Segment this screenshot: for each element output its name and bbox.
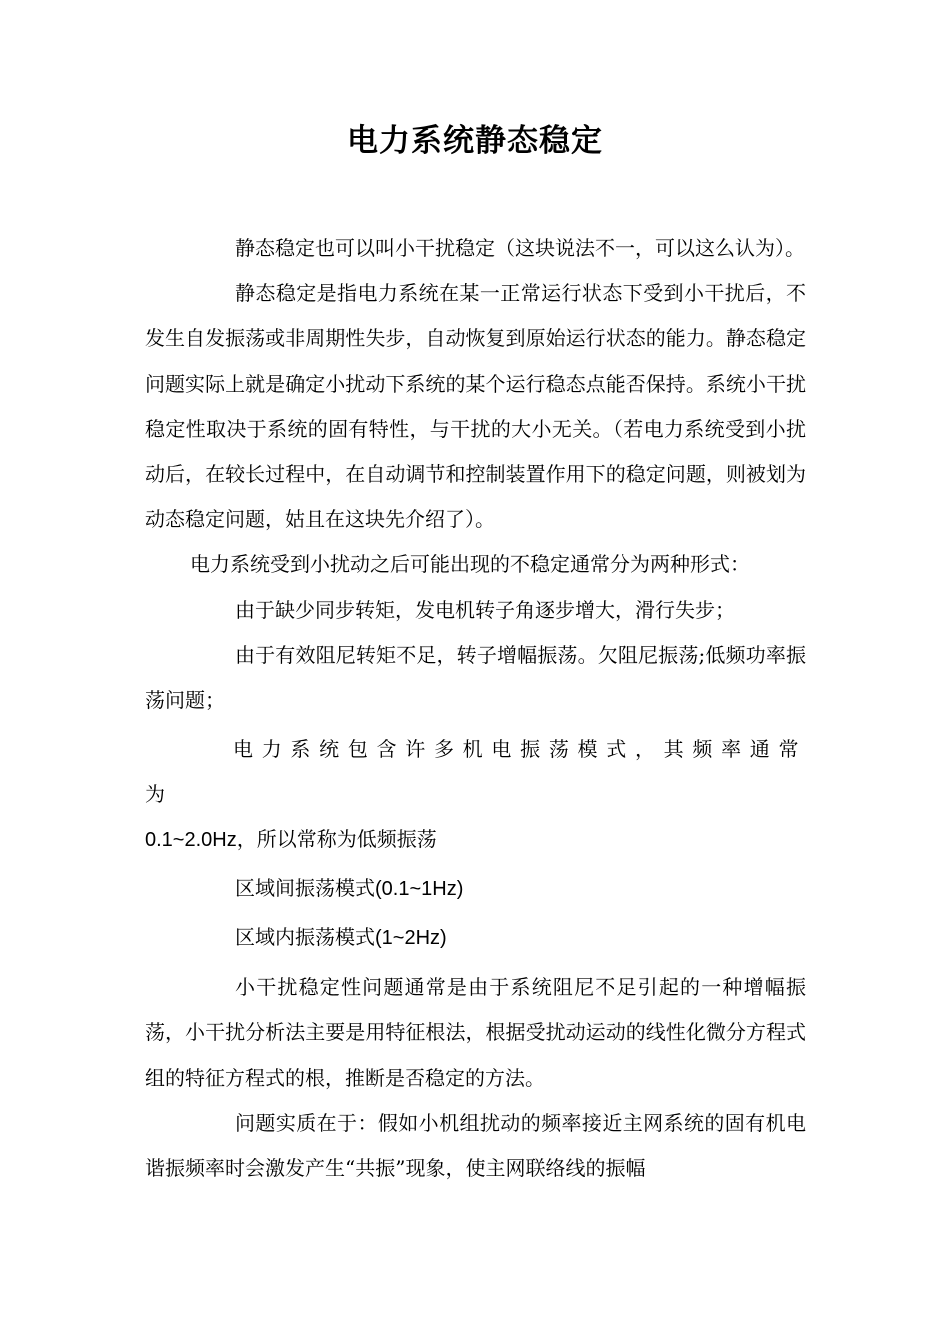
list-item-2: 由于有效阻尼转矩不足，转子增幅振荡。欠阻尼振荡;低频功率振荡问题；: [145, 642, 806, 713]
paragraph-5: 小干扰稳定性问题通常是由于系统阻尼不足引起的一种增幅振荡，小干扰分析法主要是用特征根法，根据受扰动运动的线性化微分方程式组的特征方程式的根，推断是否稳定的方法。: [145, 975, 806, 1090]
paragraph-3: 电力系统受到小扰动之后可能出现的不稳定通常分为两种形式：: [190, 552, 750, 577]
mode-intraarea: 区域内振荡模式(1~2Hz): [235, 927, 447, 950]
document-body: [145, 226, 806, 1191]
paragraph-2: 静态稳定是指电力系统在某一正常运行状态下受到小干扰后，不发生自发振荡或非周期性失步，自动恢复到原始运行状态的能力。静态稳定问题实际上就是确定小扰动下系统的某个运行稳态点能否保持。系统小干扰稳定性取决于系统的固有特性，与干扰的大小无关。（若电力系统受到小扰动后，在较长过程中，在自动调节和控制装置作用下的稳定问题，则被划为动态稳定问题，姑且在这块先介绍了）。: [145, 281, 806, 532]
paragraph-6: 问题实质在于：假如小机组扰动的频率接近主网系统的固有机电谐振频率时会激发产生“共振”现象，使主网联络线的振幅: [145, 1110, 806, 1181]
document-title: 电力系统静态稳定: [347, 123, 603, 159]
mode-interarea: 区域间振荡模式(0.1~1Hz): [235, 877, 464, 900]
list-item-1: 由于缺少同步转矩，发电机转子角逐步增大，滑行失步；: [235, 597, 735, 622]
paragraph-4-line-2: 0.1~2.0Hz，所以常称为低频振荡: [145, 828, 437, 851]
paragraph-4-line-1: 电力系统包含许多机电振荡模式，其频率通常为: [145, 737, 806, 807]
paragraph-1: 静态稳定也可以叫小干扰稳定（这块说法不一，可以这么认为）。: [235, 236, 805, 260]
